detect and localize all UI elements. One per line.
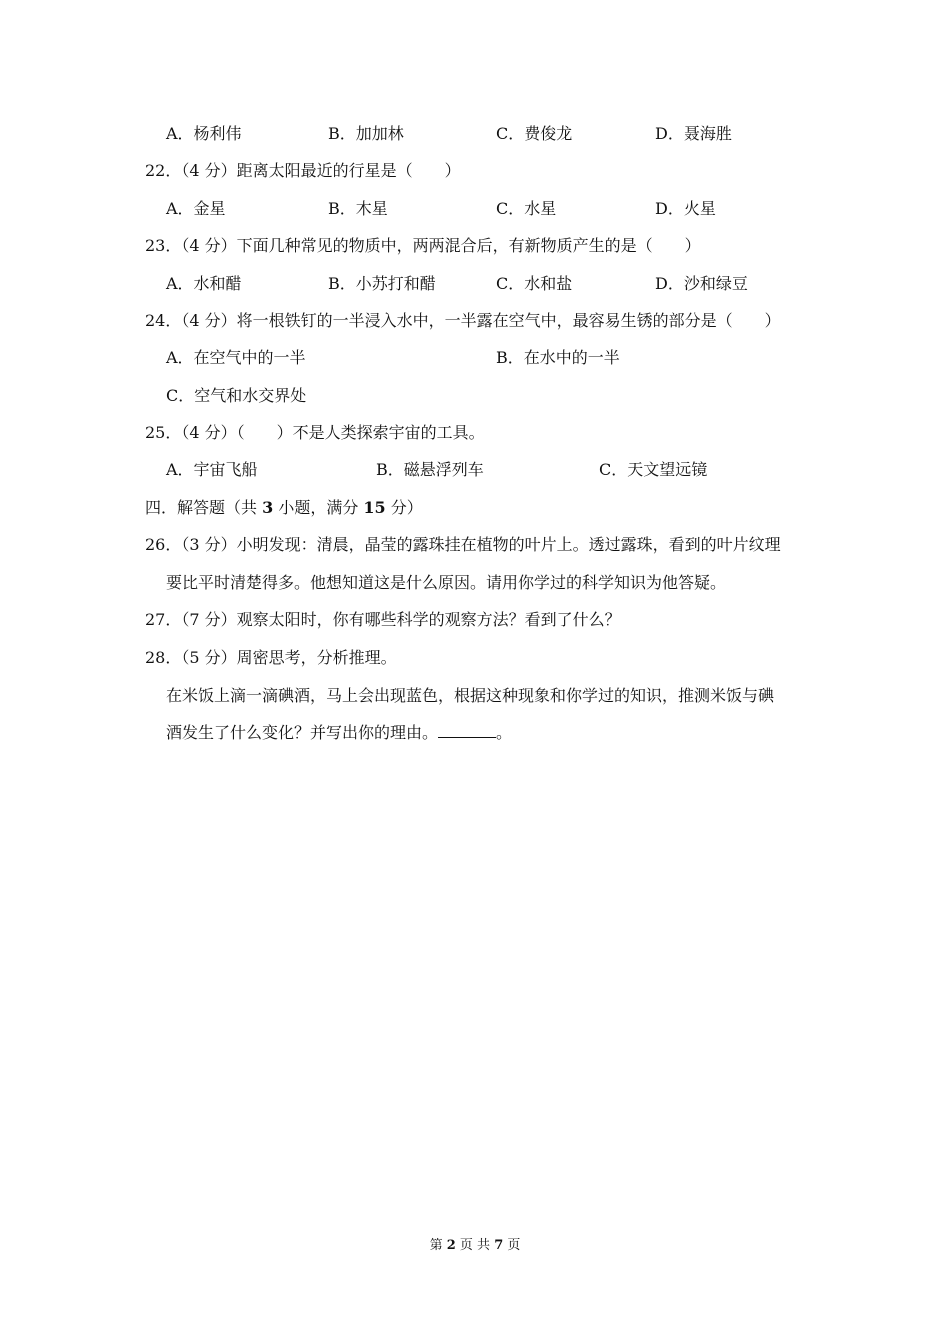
q24-option-b: B．在水中的一半: [496, 348, 620, 367]
section-4-heading: [145, 498, 423, 518]
question-28-line-2-text: 酒发生了什么变化？并写出你的理由。: [166, 723, 439, 742]
q23-option-a: A．水和醋: [166, 274, 242, 293]
answer-blank[interactable]: [438, 723, 496, 738]
q25-option-c: C．天文望远镜: [599, 460, 708, 479]
question-28-line-1: 在米饭上滴一滴碘酒，马上会出现蓝色，根据这种现象和你学过的知识，推测米饭与碘: [166, 686, 775, 705]
q22-option-b: B．木星: [328, 199, 388, 218]
section-4-mid: 小题，满分: [273, 498, 364, 517]
footer-mid: 页 共: [455, 1238, 495, 1253]
question-22-stem: 22．（4 分）距离太阳最近的行星是（ ）: [145, 161, 461, 180]
question-28-end: 。: [496, 723, 513, 742]
footer-prefix: 第: [429, 1238, 447, 1253]
question-27-stem: 27．（7 分）观察太阳时，你有哪些科学的观察方法？看到了什么？: [145, 610, 621, 629]
q21-option-b: B．加加林: [328, 124, 404, 143]
question-23-stem: 23．（4 分）下面几种常见的物质中，两两混合后，有新物质产生的是（ ）: [145, 236, 701, 255]
q22-option-c: C．水星: [496, 199, 557, 218]
footer-total-pages: 7: [494, 1238, 504, 1253]
question-28-line-2: [166, 723, 512, 743]
q25-option-b: B．磁悬浮列车: [376, 460, 484, 479]
q21-option-d: D．聂海胜: [655, 124, 732, 143]
footer-suffix: 页: [503, 1238, 521, 1253]
section-4-suffix: 分）: [385, 498, 423, 517]
section-4-score: 15: [363, 498, 386, 517]
question-28-stem: 28．（5 分）周密思考，分析推理。: [145, 648, 397, 667]
q23-option-d: D．沙和绿豆: [655, 274, 748, 293]
section-4-prefix: 四．解答题（共: [145, 498, 263, 517]
q22-option-a: A．金星: [166, 199, 226, 218]
q22-option-d: D．火星: [655, 199, 716, 218]
q25-option-a: A．宇宙飞船: [166, 460, 258, 479]
q23-option-c: C．水和盐: [496, 274, 573, 293]
q24-option-a: A．在空气中的一半: [166, 348, 306, 367]
q21-option-a: A．杨利伟: [166, 124, 242, 143]
question-26-line-1: 26．（3 分）小明发现：清晨，晶莹的露珠挂在植物的叶片上。透过露珠，看到的叶片纹理: [145, 535, 781, 554]
footer-page-number: 2: [446, 1238, 456, 1253]
q23-option-b: B．小苏打和醋: [328, 274, 436, 293]
question-24-stem: 24．（4 分）将一根铁钉的一半浸入水中，一半露在空气中，最容易生锈的部分是（ ）: [145, 311, 781, 330]
q24-option-c: C．空气和水交界处: [166, 386, 307, 405]
q21-option-c: C．费俊龙: [496, 124, 573, 143]
page-footer: [0, 1234, 950, 1253]
question-25-stem: 25．（4 分）（ ）不是人类探索宇宙的工具。: [145, 423, 485, 442]
question-26-line-2: 要比平时清楚得多。他想知道这是什么原因。请用你学过的科学知识为他答疑。: [166, 573, 727, 592]
section-4-count: 3: [262, 498, 274, 517]
